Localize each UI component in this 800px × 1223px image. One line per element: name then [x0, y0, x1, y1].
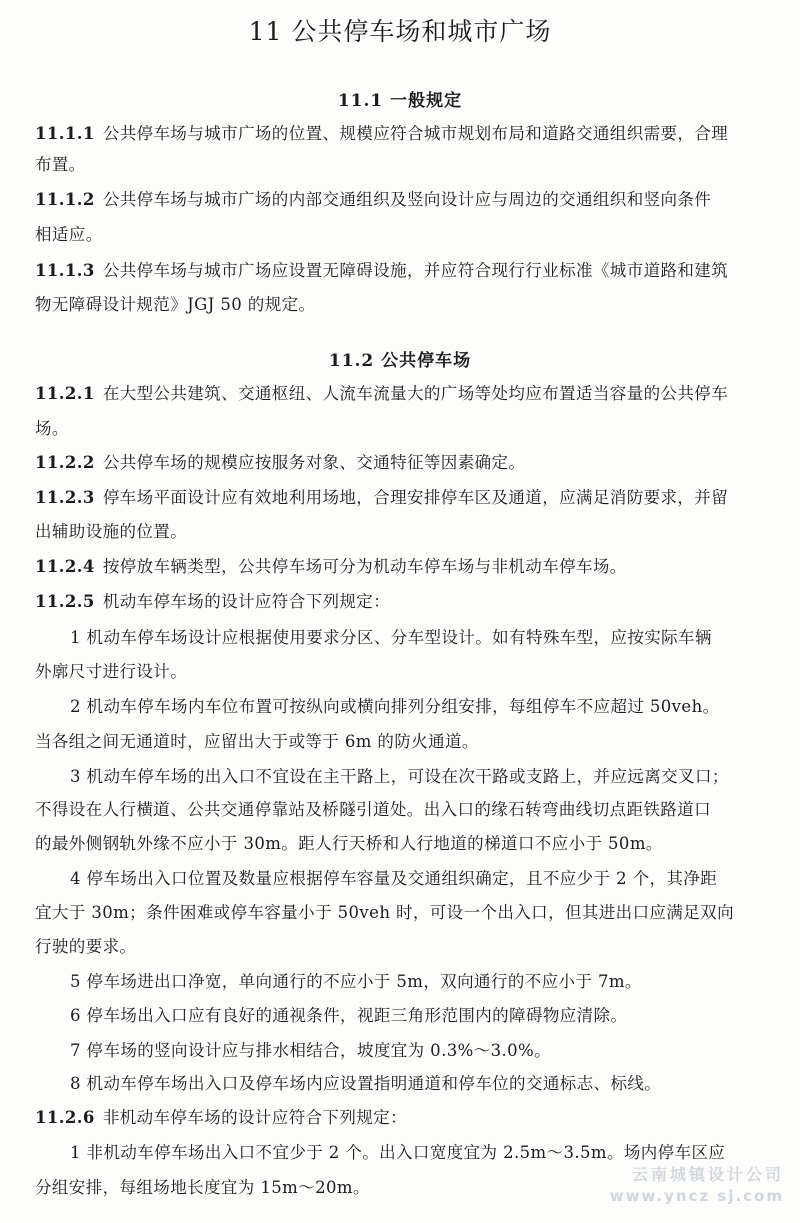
list-item-continuation: 的最外侧钢轨外缘不应小于 30m。距人行天桥和人行地道的梯道口不应小于 50m。: [35, 834, 663, 853]
list-item-8: 8 机动车停车场出入口及停车场内应设置指明通道和停车位的交通标志、标线。: [70, 1074, 662, 1093]
clause-text: 公共停车场与城市广场的内部交通组织及竖向设计应与周边的交通组织和竖向条件: [102, 190, 712, 209]
clause-11-2-3: [35, 488, 770, 508]
clause-text: 公共停车场的规模应按服务对象、交通特征等因素确定。: [102, 453, 526, 472]
clause-text: 在大型公共建筑、交通枢纽、人流车流量大的广场等处均应布置适当容量的公共停车: [102, 384, 729, 403]
watermark-url: www.yncz sj.com: [609, 1187, 784, 1205]
list-item-6: 6 停车场出入口应有良好的通视条件，视距三角形范围内的障碍物应清除。: [70, 1006, 628, 1025]
list-item-continuation: 外廓尺寸进行设计。: [35, 662, 188, 681]
clause-11-2-4: [35, 557, 770, 577]
clause-11-2-1: [35, 384, 770, 404]
clause-number: 11.2.5: [35, 592, 95, 611]
list-item-continuation: 不得设在人行横道、公共交通停靠站及桥隧引道处。出入口的缘石转弯曲线切点距铁路道口: [35, 800, 711, 819]
clause-text: 按停放车辆类型，公共停车场可分为机动车停车场与非机动车停车场。: [102, 557, 627, 576]
list-item-continuation: 当各组之间无通道时，应留出大于或等于 6m 的防火通道。: [35, 732, 479, 751]
list-item-3: 3 机动车停车场的出入口不宜设在主干路上，可设在次干路或支路上，并应远离交叉口；: [70, 767, 729, 786]
clause-number: 11.2.1: [35, 384, 95, 403]
chapter-title: 11 公共停车场和城市广场: [248, 17, 552, 46]
clause-text-continuation: 场。: [35, 419, 69, 438]
list-item-5: 5 停车场进出口净宽，单向通行的不应小于 5m，双向通行的不应小于 7m。: [70, 972, 642, 991]
list-item-4: 4 停车场出入口位置及数量应根据停车容量及交通组织确定，且不应少于 2 个，其净距: [70, 869, 718, 888]
clause-number: 11.2.6: [35, 1108, 95, 1127]
list-item-continuation: 宜大于 30m；条件困难或停车容量小于 50veh 时，可设一个出入口，但其进出口应满足双向: [35, 903, 734, 922]
clause-text-continuation: 出辅助设施的位置。: [35, 522, 188, 541]
list-item-continuation: 分组安排，每组场地长度宜为 15m～20m。: [35, 1178, 370, 1197]
clause-text-continuation: 布置。: [35, 155, 86, 174]
section-title-11-1: 11.1 一般规定: [337, 91, 463, 111]
clause-11-2-2: [35, 453, 770, 473]
clause-text: 非机动车停车场的设计应符合下列规定：: [102, 1108, 408, 1127]
clause-11-2-5: [35, 592, 770, 612]
list-item-continuation: 行驶的要求。: [35, 937, 137, 956]
clause-number: 11.2.3: [35, 488, 95, 507]
list-item-2: 2 机动车停车场内车位布置可按纵向或横向排列分组安排，每组停车不应超过 50veh。: [70, 697, 720, 716]
clause-text: 公共停车场与城市广场的位置、规模应符合城市规划布局和道路交通组织需要，合理: [102, 124, 729, 143]
list-item-1: 1 机动车停车场设计应根据使用要求分区、分车型设计。如有特殊车型，应按实际车辆: [70, 628, 712, 647]
clause-11-1-1: [35, 124, 770, 144]
list-item-1: 1 非机动车停车场出入口不宜少于 2 个。出入口宽度宜为 2.5m～3.5m。场内停车区应: [70, 1143, 726, 1162]
clause-11-1-2: [35, 190, 770, 210]
clause-text: 机动车停车场的设计应符合下列规定：: [102, 592, 391, 611]
clause-11-2-6: [35, 1108, 770, 1128]
clause-text: 公共停车场与城市广场应设置无障碍设施，并应符合现行行业标准《城市道路和建筑: [102, 261, 729, 280]
clause-number: 11.1.2: [35, 190, 95, 209]
clause-number: 11.1.1: [35, 124, 95, 143]
clause-number: 11.2.2: [35, 453, 95, 472]
section-title-11-2: 11.2 公共停车场: [328, 351, 472, 371]
clause-number: 11.2.4: [35, 557, 95, 576]
watermark-company: 云南城镇设计公司: [631, 1165, 784, 1184]
clause-number: 11.1.3: [35, 261, 95, 280]
clause-text-continuation: 物无障碍设计规范》JGJ 50 的规定。: [35, 295, 316, 314]
clause-text: 停车场平面设计应有效地利用场地，合理安排停车区及通道，应满足消防要求，并留: [102, 488, 729, 507]
list-item-7: 7 停车场的竖向设计应与排水相结合，坡度宜为 0.3%～3.0%。: [70, 1041, 552, 1060]
clause-11-1-3: [35, 261, 770, 281]
clause-text-continuation: 相适应。: [35, 225, 103, 244]
